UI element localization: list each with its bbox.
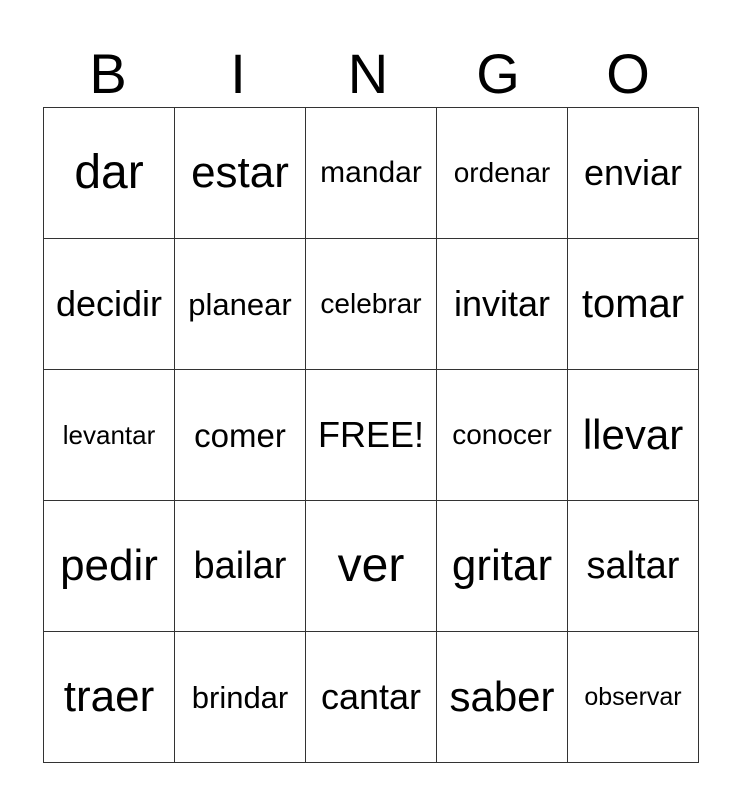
bingo-cell[interactable]: traer <box>44 632 175 763</box>
bingo-cell[interactable]: tomar <box>568 239 699 370</box>
header-letter-g: G <box>476 42 520 105</box>
bingo-cell[interactable]: mandar <box>306 108 437 239</box>
bingo-cell[interactable]: llevar <box>568 370 699 501</box>
board-row <box>44 632 699 763</box>
header-letter-b: B <box>89 42 127 105</box>
board-row <box>44 370 699 501</box>
bingo-cell[interactable]: dar <box>44 108 175 239</box>
bingo-cell[interactable]: cantar <box>306 632 437 763</box>
bingo-cell[interactable]: conocer <box>437 370 568 501</box>
header-letter-o: O <box>606 42 650 105</box>
board-row <box>44 239 699 370</box>
board-row <box>44 108 699 239</box>
bingo-cell[interactable]: planear <box>175 239 306 370</box>
bingo-board <box>43 107 699 763</box>
bingo-cell[interactable]: pedir <box>44 501 175 632</box>
bingo-cell[interactable]: ver <box>306 501 437 632</box>
bingo-cell[interactable]: gritar <box>437 501 568 632</box>
bingo-cell[interactable]: levantar <box>44 370 175 501</box>
bingo-cell[interactable]: comer <box>175 370 306 501</box>
header-letter-i: I <box>230 42 246 105</box>
bingo-header <box>43 40 693 108</box>
bingo-cell[interactable]: saber <box>437 632 568 763</box>
bingo-cell[interactable]: bailar <box>175 501 306 632</box>
bingo-cell[interactable]: brindar <box>175 632 306 763</box>
bingo-cell[interactable]: celebrar <box>306 239 437 370</box>
bingo-cell-free: FREE! <box>306 370 437 501</box>
bingo-cell[interactable]: ordenar <box>437 108 568 239</box>
bingo-cell[interactable]: invitar <box>437 239 568 370</box>
bingo-cell[interactable]: observar <box>568 632 699 763</box>
header-letter-n: N <box>347 42 389 105</box>
bingo-cell[interactable]: enviar <box>568 108 699 239</box>
bingo-cell[interactable]: saltar <box>568 501 699 632</box>
board-row <box>44 501 699 632</box>
bingo-cell[interactable]: estar <box>175 108 306 239</box>
bingo-cell[interactable]: decidir <box>44 239 175 370</box>
